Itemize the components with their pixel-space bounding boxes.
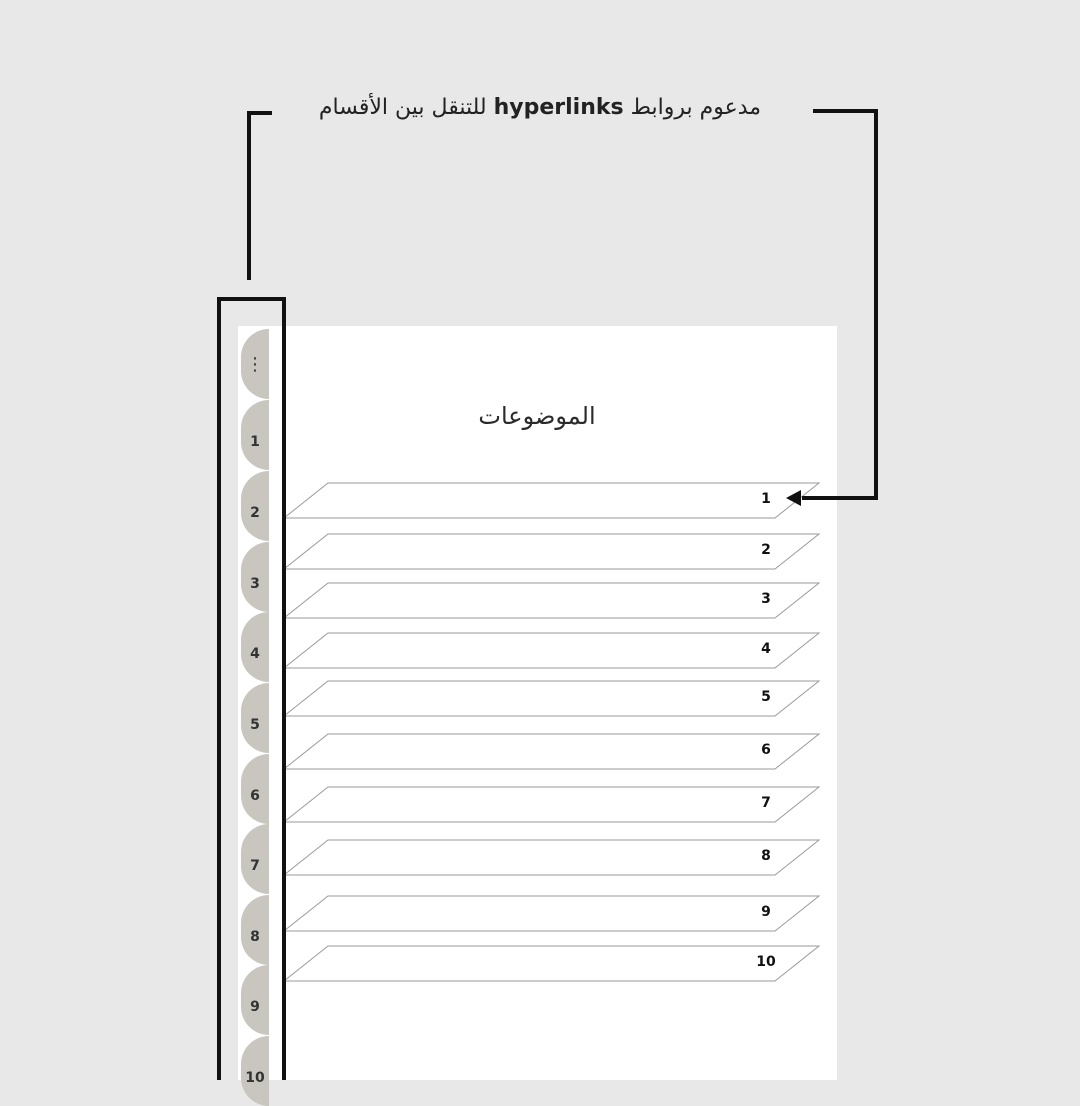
- right-arrow-connector: [802, 111, 876, 498]
- toc-row-number: 6: [761, 742, 771, 758]
- toc-row-number: 2: [761, 542, 771, 558]
- callout-text-after: للتنقل بين الأقسام: [318, 95, 487, 120]
- side-tab-label: 10: [245, 1070, 265, 1086]
- toc-row-number: 7: [761, 795, 771, 811]
- callout-text-before: مدعوم بروابط: [630, 95, 762, 120]
- left-connector-line: [249, 113, 272, 280]
- callout-hyperlinks-term: hyperlinks: [493, 95, 624, 120]
- arrow-head-icon: [786, 490, 801, 506]
- side-tab-label: 6: [250, 788, 260, 804]
- side-tab-label: 5: [250, 717, 260, 733]
- page-title: الموضوعات: [478, 402, 596, 430]
- toc-row-number: 5: [761, 689, 771, 705]
- callout-text: [270, 88, 810, 128]
- side-tab-label: 2: [250, 505, 260, 521]
- toc-row-number: 1: [761, 491, 771, 507]
- side-tab-label: 7: [250, 858, 260, 874]
- side-tab-label: 8: [250, 929, 260, 945]
- side-tab-label: 3: [250, 576, 260, 592]
- toc-row-number: 9: [761, 904, 771, 920]
- vertical-ellipsis-icon: ⋮: [246, 353, 264, 375]
- toc-row-number: 8: [761, 848, 771, 864]
- side-tab-label: 9: [250, 999, 260, 1015]
- toc-row-number: 4: [761, 641, 771, 657]
- toc-row-number: 10: [756, 954, 776, 970]
- side-tab-label: 1: [250, 434, 260, 450]
- side-tab-label: 4: [250, 646, 260, 662]
- toc-row-number: 3: [761, 591, 771, 607]
